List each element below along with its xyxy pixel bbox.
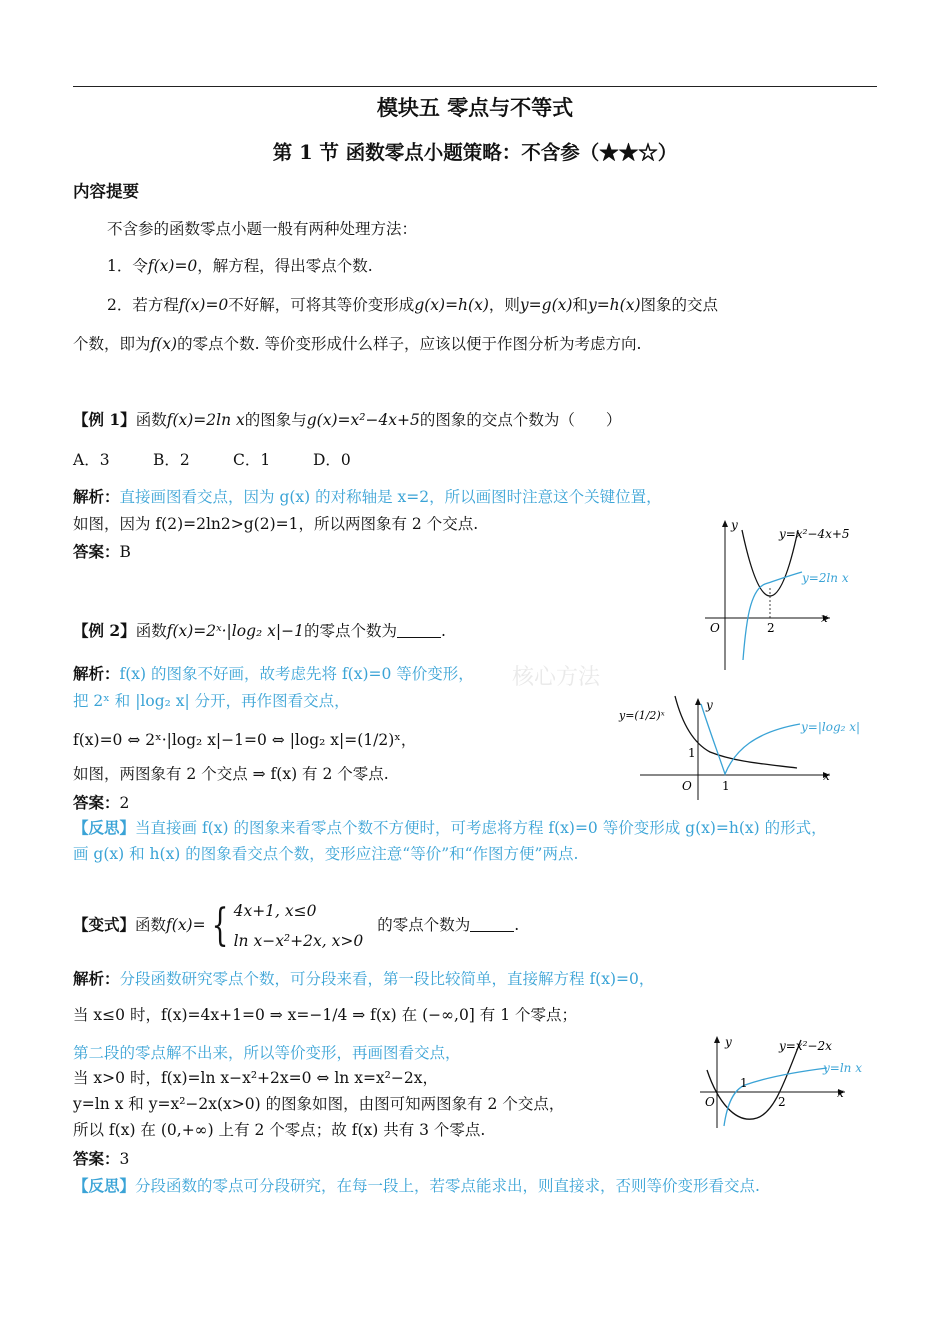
example-1-answer: 答案：B	[73, 542, 131, 561]
example-1-question: 【例 1】函数f(x)=2ln x的图象与g(x)=x²−4x+5的图象的交点个数为（ ）	[73, 410, 622, 429]
option-b: B．2	[153, 451, 190, 469]
example-1-solution-2: 如图，因为 f(2)=2ln2>g(2)=1，所以两图象有 2 个交点.	[73, 515, 479, 533]
x-label: x	[821, 611, 828, 625]
method-2-line-1: 2．若方程f(x)=0不好解，可将其等价变形成g(x)=h(x)，则y=g(x)和y=h(x)图象的交点	[107, 296, 719, 314]
module-title: 模块五 零点与不等式	[376, 95, 574, 120]
x-label: x	[823, 769, 830, 783]
y-label: y	[706, 698, 713, 712]
example-2-solution-1: 解析：f(x) 的图象不好画，故考虑先将 f(x)=0 等价变形，	[73, 664, 474, 683]
top-rule	[73, 86, 877, 87]
example-1-solution-1: 解析：直接画图看交点，因为 g(x) 的对称轴是 x=2，所以画图时注意这个关键位置，	[73, 487, 662, 506]
variant-reflect: 【反思】分段函数的零点可分段研究，在每一段上，若零点能求出，则直接求，否则等价变形看交点.	[73, 1176, 760, 1195]
y-axis-arrow	[714, 1036, 720, 1043]
method-2-line-2: 个数，即为f(x)的零点个数. 等价变形成什么样子，应该以便于作图分析为考虑方向.	[73, 335, 642, 353]
example-2-reflect-2: 画 g(x) 和 h(x) 的图象看交点个数，变形应注意“等价”和“作图方便”两点.	[73, 845, 579, 863]
example-1-options	[73, 450, 351, 470]
case-1: 4x+1, x≤0	[233, 902, 317, 920]
variant-question: 【变式】函数f(x)= { 4x+1, x≤0 ln x−x²+2x, x>0 的零点个数为 .	[73, 895, 519, 955]
section-title: 第 1 节 函数零点小题策略：不含参（★★☆）	[272, 141, 678, 164]
tick-2: 2	[778, 1095, 786, 1109]
option-d: D．0	[313, 451, 351, 469]
tick-1: 1	[740, 1076, 748, 1090]
example-2-question: 【例 2】函数f(x)=2ˣ·|log₂ x|−1的零点个数为 .	[73, 621, 446, 640]
tick-1-x: 1	[722, 779, 730, 793]
y-axis-arrow	[695, 698, 701, 705]
x-label: x	[837, 1086, 844, 1100]
parabola-label: y=x²−4x+5	[779, 527, 850, 541]
variant-solution-2: 当 x≤0 时，f(x)=4x+1=0 ⇒ x=−1/4 ⇒ f(x) 在 (−∞,0] 有 1 个零点；	[73, 1006, 578, 1024]
example-2-answer: 答案：2	[73, 793, 130, 812]
tick-2: 2	[767, 621, 775, 635]
example-2-solution-3: f(x)=0 ⇔ 2ˣ·|log₂ x|−1=0 ⇔ |log₂ x|=(1/2)ˣ，	[73, 731, 417, 749]
watermark: 核心方法	[512, 665, 601, 690]
variant-solution-3: 第二段的零点解不出来，所以等价变形，再画图看交点，	[73, 1044, 461, 1062]
origin-label: O	[682, 779, 692, 793]
parabola-label: y=x²−2x	[779, 1039, 832, 1053]
example-2-graph	[615, 692, 895, 804]
example-2-reflect-1: 【反思】当直接画 f(x) 的图象来看零点个数不方便时，可考虑将方程 f(x)=0 等价变形成 g(x)=h(x) 的形式，	[73, 818, 827, 837]
abs-log-label: y=|log₂ x|	[801, 720, 861, 734]
example-2-solution-2: 把 2ˣ 和 |log₂ x| 分开，再作图看交点，	[73, 692, 350, 710]
log-label: y=ln x	[823, 1061, 862, 1075]
variant-solution-5: y=ln x 和 y=x²−2x(x>0) 的图象如图，由图可知两图象有 2 个交点，	[73, 1095, 565, 1113]
variant-solution-4: 当 x>0 时，f(x)=ln x−x²+2x=0 ⇔ ln x=x²−2x，	[73, 1069, 438, 1087]
y-label: y	[725, 1035, 732, 1049]
log-label: y=2ln x	[802, 571, 849, 585]
tick-1-y: 1	[688, 746, 696, 760]
log-curve	[743, 572, 802, 660]
exp-label: y=(1/2)ˣ	[619, 709, 665, 722]
y-label: y	[731, 518, 738, 532]
case-2: ln x−x²+2x, x>0	[233, 932, 364, 950]
variant-solution-6: 所以 f(x) 在 (0,+∞) 上有 2 个零点；故 f(x) 共有 3 个零点.	[73, 1121, 486, 1139]
abs-log-curve	[701, 704, 800, 774]
origin-label: O	[705, 1095, 715, 1109]
option-c: C．1	[233, 451, 271, 469]
summary-heading: 内容提要	[73, 182, 139, 201]
y-axis-arrow	[722, 520, 728, 527]
example-2-solution-4: 如图，两图象有 2 个交点 ⇒ f(x) 有 2 个零点.	[73, 765, 389, 783]
variant-answer: 答案：3	[73, 1149, 130, 1168]
origin-label: O	[710, 621, 720, 635]
method-1: 1．令f(x)=0，解方程，得出零点个数.	[107, 257, 373, 275]
variant-graph	[695, 1030, 890, 1130]
option-a: A．3	[73, 451, 110, 469]
summary-intro: 不含参的函数零点小题一般有两种处理方法：	[107, 220, 418, 238]
example-1-graph	[690, 512, 890, 672]
variant-solution-1: 解析：分段函数研究零点个数，可分段来看，第一段比较简单，直接解方程 f(x)=0，	[73, 969, 655, 988]
